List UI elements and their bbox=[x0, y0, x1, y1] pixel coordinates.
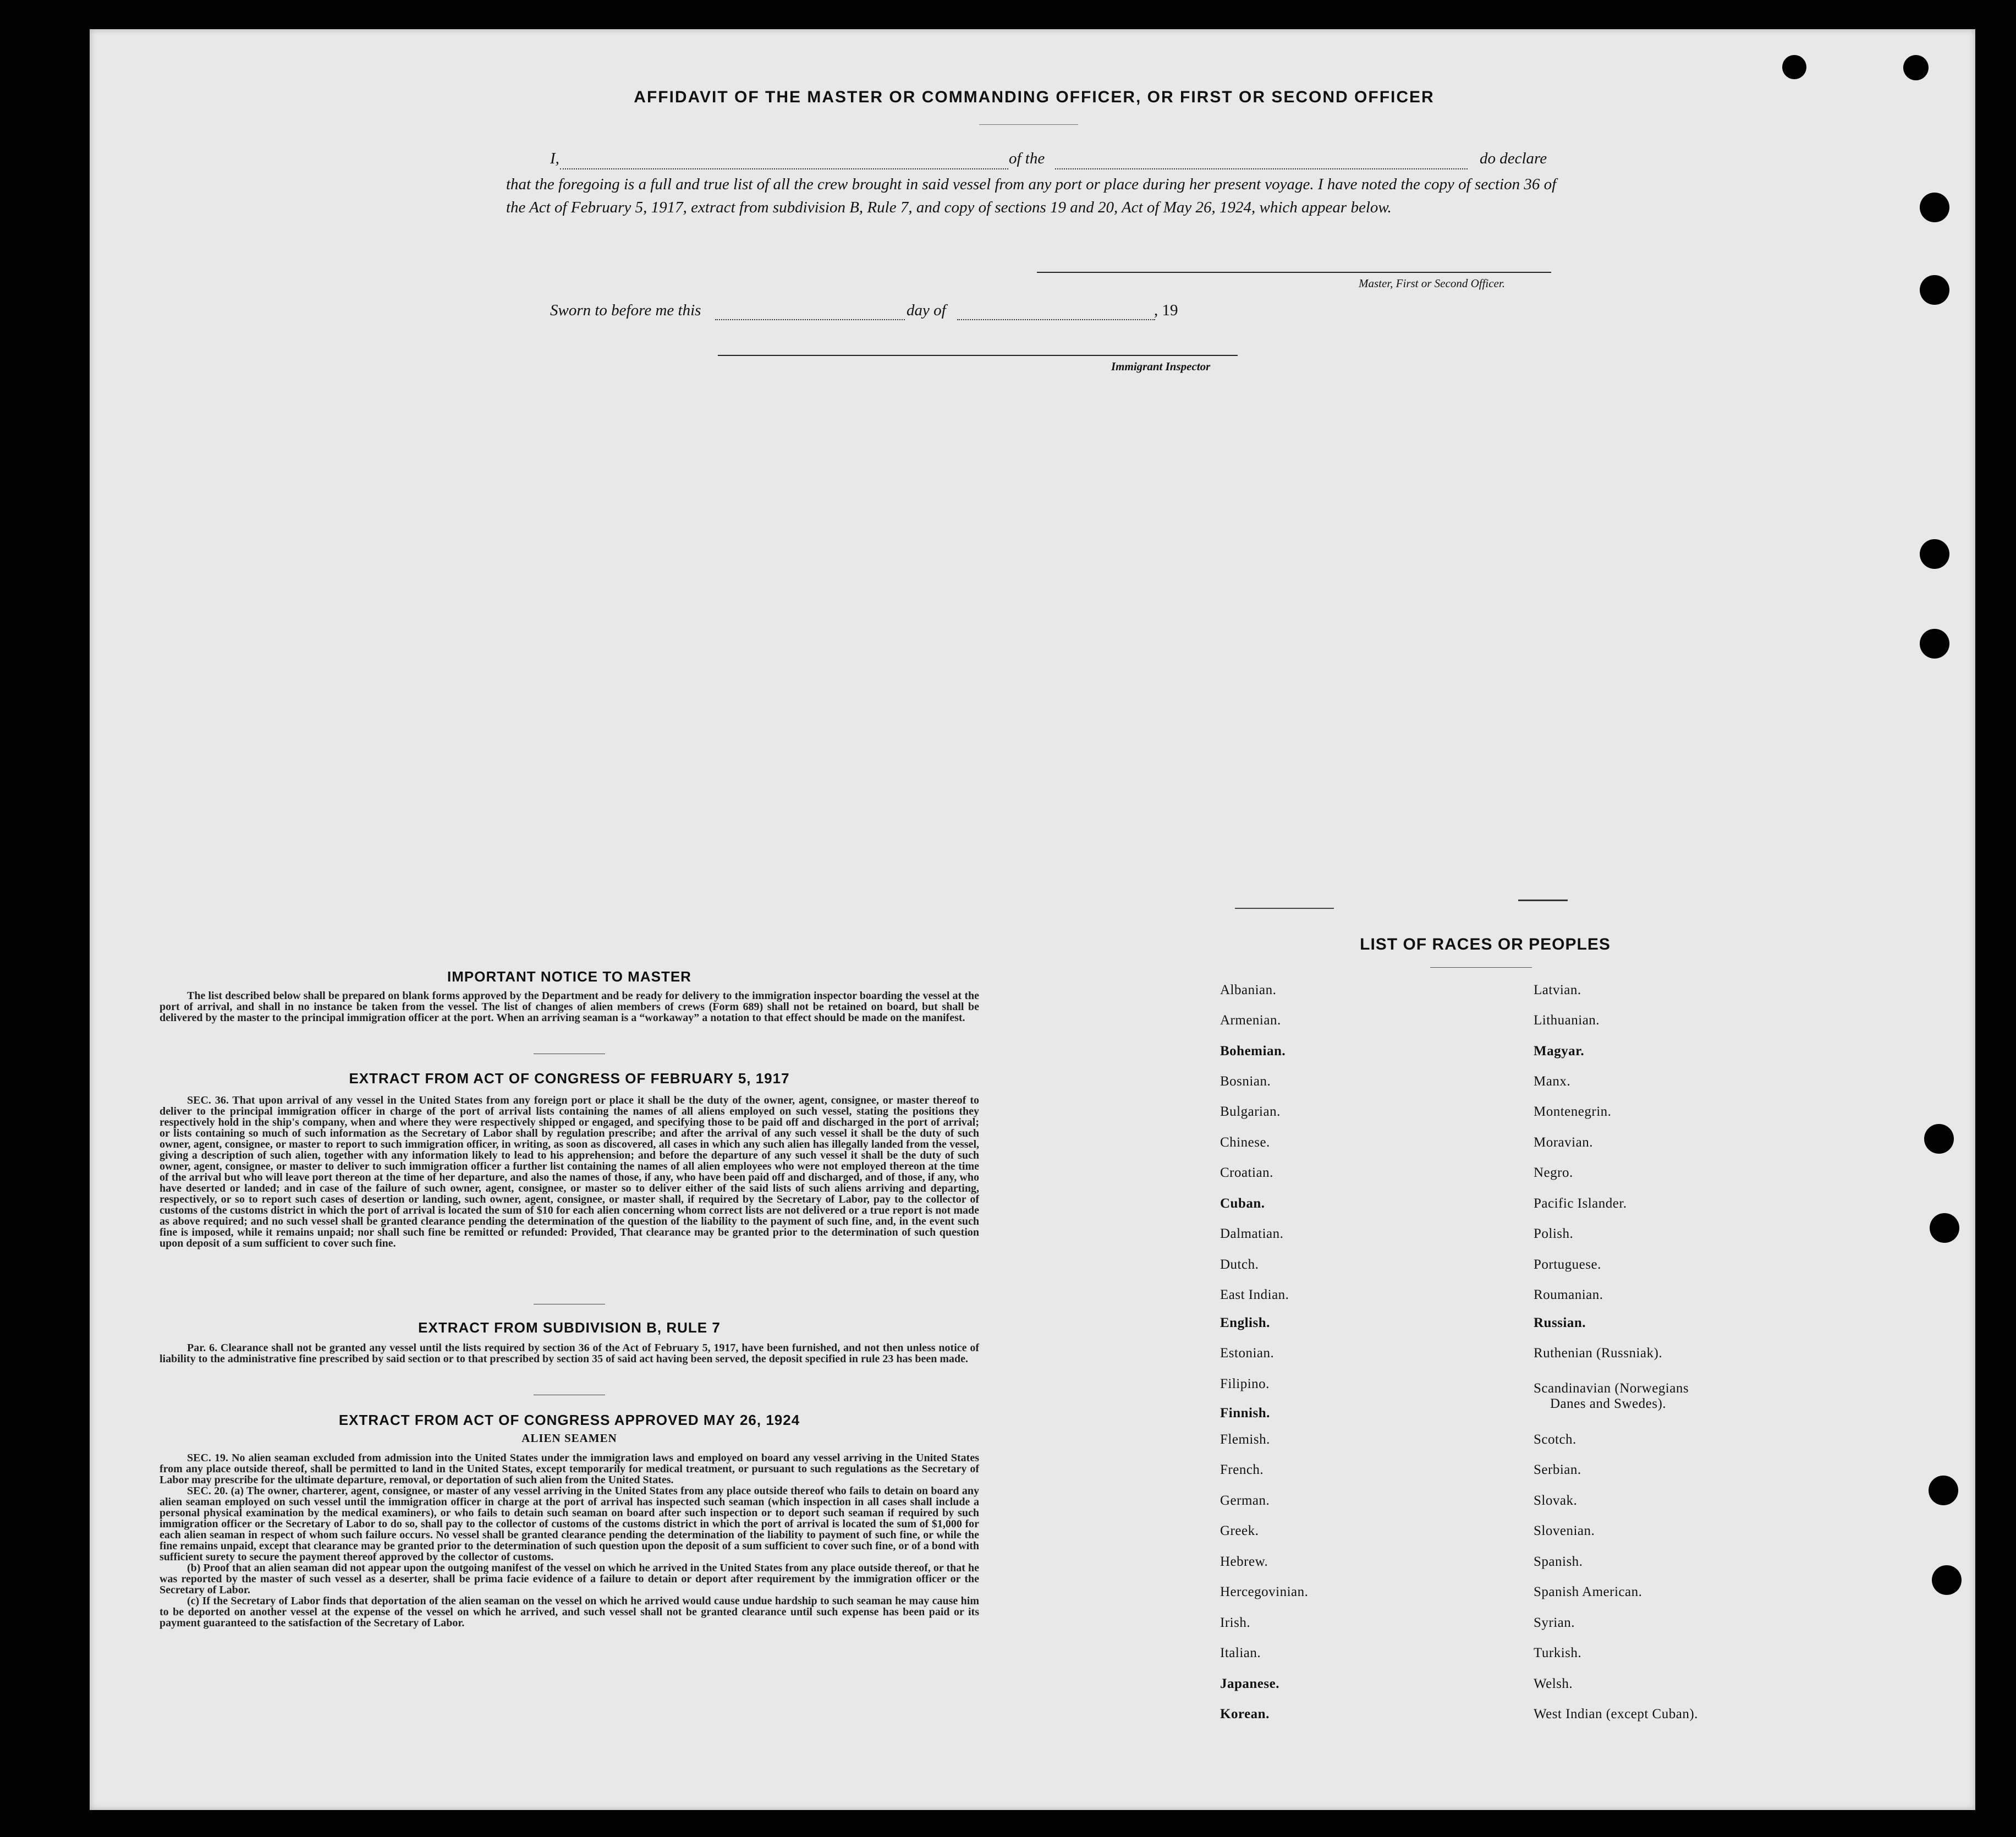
race-item: Roumanian. bbox=[1534, 1287, 1603, 1302]
race-item: Slovenian. bbox=[1534, 1523, 1595, 1538]
declaration-text: that the foregoing is a full and true list of all the crew brought in said vessel from any port or place during her present voyage. I have noted the copy of section 36 of the Act of February 5, 1917, extract from subdivision B, Rule 7, and copy of sections 19 and 20, Act of May 26, 1924, which appear below. bbox=[506, 176, 1557, 216]
race-item: Ruthenian (Russniak). bbox=[1534, 1346, 1663, 1361]
act-1924-body bbox=[160, 1452, 979, 1628]
race-item: Finnish. bbox=[1220, 1406, 1270, 1421]
punch-hole bbox=[1920, 193, 1949, 222]
race-item: Syrian. bbox=[1534, 1615, 1575, 1630]
punch-hole bbox=[1920, 539, 1949, 569]
race-item: Pacific Islander. bbox=[1534, 1196, 1627, 1211]
sworn-day-field[interactable] bbox=[715, 319, 905, 320]
race-item: Lithuanian. bbox=[1534, 1013, 1600, 1028]
declarant-prefix: I, bbox=[550, 150, 559, 167]
punch-hole bbox=[1903, 55, 1929, 80]
race-item: Bulgarian. bbox=[1220, 1104, 1281, 1119]
declaration-line bbox=[550, 150, 559, 168]
race-item: Hebrew. bbox=[1220, 1554, 1268, 1569]
race-item: Danes and Swedes). bbox=[1550, 1396, 1667, 1411]
punch-hole bbox=[1782, 55, 1806, 79]
race-item: Portuguese. bbox=[1534, 1257, 1601, 1272]
race-item: Japanese. bbox=[1220, 1676, 1279, 1691]
race-item: Croatian. bbox=[1220, 1165, 1273, 1180]
sworn-prefix: Sworn to before me this bbox=[550, 301, 701, 319]
race-item: Greek. bbox=[1220, 1523, 1259, 1538]
race-item: Latvian. bbox=[1534, 983, 1581, 997]
race-item: Albanian. bbox=[1220, 983, 1277, 997]
race-item: Irish. bbox=[1220, 1615, 1251, 1630]
races-title: LIST OF RACES OR PEOPLES bbox=[1360, 935, 1611, 953]
signature-line[interactable] bbox=[1037, 272, 1551, 273]
race-item: Montenegrin. bbox=[1534, 1104, 1612, 1119]
punch-hole bbox=[1920, 629, 1949, 659]
sec-20a: SEC. 20. (a) The owner, charterer, agent, consignee, or master of any vessel arriving in the United States from any place outside thereof who fails to detain on board any alien seaman employed on such vessel until the immigration officer in charge at the port of arrival has inspected such seaman (which inspection in all cases shall include a personal physical examination by the medical examiners), or who fails to detain such seaman on board after such inspection or to deport such seaman if required by such immigration officer or the Secretary of Labor to do so, shall pay to the collector of customs of the customs district in which the port of arrival is located the sum of $1,000 for each alien seaman in respect of whom such failure occurs. No vessel shall be granted clearance pending the determination of the liability to payment of such fine, or while the fine remains unpaid, except that clearance may be granted prior to the determination of such question upon the deposit of a sum sufficient to cover such fine, or of a bond with sufficient surety to secure the payment thereof approved by the collector of customs. bbox=[160, 1485, 979, 1563]
sworn-month-field[interactable] bbox=[957, 319, 1155, 320]
race-item: French. bbox=[1220, 1462, 1264, 1477]
race-item: Armenian. bbox=[1220, 1013, 1281, 1028]
race-item: Hercegovinian. bbox=[1220, 1584, 1309, 1599]
race-item: Estonian. bbox=[1220, 1346, 1275, 1361]
race-item: West Indian (except Cuban). bbox=[1534, 1707, 1698, 1721]
title-divider bbox=[979, 124, 1078, 125]
rule-7-title: EXTRACT FROM SUBDIVISION B, RULE 7 bbox=[418, 1319, 721, 1336]
race-item: Polish. bbox=[1534, 1226, 1574, 1241]
race-item: Dutch. bbox=[1220, 1257, 1259, 1272]
race-item: Spanish. bbox=[1534, 1554, 1583, 1569]
race-item: East Indian. bbox=[1220, 1287, 1289, 1302]
races-top-mark bbox=[1518, 900, 1568, 901]
races-title-divider bbox=[1430, 967, 1532, 968]
punch-hole bbox=[1930, 1213, 1959, 1243]
sec-20b: (b) Proof that an alien seaman did not appear upon the outgoing manifest of the vessel on which he arrived in the United States from any place outside thereof, or that he was reported by the master of such vessel as a deserter, shall be prima facie evidence of a failure to detain or deport after requirement by the immigration officer or the Secretary of Labor. bbox=[160, 1562, 979, 1596]
race-item: Dalmatian. bbox=[1220, 1226, 1284, 1241]
punch-hole bbox=[1932, 1565, 1962, 1595]
act-1924-title: EXTRACT FROM ACT OF CONGRESS APPROVED MAY 26, 1924 bbox=[338, 1412, 800, 1428]
race-item: Korean. bbox=[1220, 1707, 1270, 1721]
race-item: Scandinavian (Norwegians bbox=[1534, 1381, 1689, 1396]
notice-title: IMPORTANT NOTICE TO MASTER bbox=[447, 968, 691, 985]
inspector-signature-line[interactable] bbox=[718, 355, 1238, 356]
of-the-label: of the bbox=[1009, 150, 1045, 167]
race-item: Chinese. bbox=[1220, 1135, 1270, 1150]
race-item: Flemish. bbox=[1220, 1432, 1270, 1447]
do-declare-label: do declare bbox=[1480, 150, 1547, 167]
race-item: Italian. bbox=[1220, 1646, 1261, 1660]
race-item: Cuban. bbox=[1220, 1196, 1265, 1211]
race-item: Scotch. bbox=[1534, 1432, 1576, 1447]
punch-hole bbox=[1920, 275, 1949, 305]
race-item: Moravian. bbox=[1534, 1135, 1593, 1150]
race-item: English. bbox=[1220, 1315, 1270, 1330]
race-item: Serbian. bbox=[1534, 1462, 1581, 1477]
race-item: Slovak. bbox=[1534, 1493, 1578, 1508]
day-of-label: day of bbox=[907, 301, 946, 319]
race-item: Magyar. bbox=[1534, 1044, 1585, 1059]
sec-19: SEC. 19. No alien seaman excluded from admission into the United States under the immigration laws and employed on board any vessel arriving in the United States from any place outside thereof, shall be permitted to land in the United States, except temporarily for medical treatment, or pursuant to such regulations as the Secretary of Labor may prescribe for the ultimate departure, removal, or deportation of such alien from the United States. bbox=[160, 1452, 979, 1486]
races-top-mark bbox=[1235, 908, 1334, 909]
signature-label: Master, First or Second Officer. bbox=[1359, 277, 1505, 290]
affidavit-title: AFFIDAVIT OF THE MASTER OR COMMANDING OFFICER, OR FIRST OR SECOND OFFICER bbox=[634, 88, 1435, 106]
race-item: Bohemian. bbox=[1220, 1044, 1286, 1059]
sec-20c: (c) If the Secretary of Labor finds that deportation of the alien seaman on the vessel on which he arrived would cause undue hardship to such seaman he may cause him to be deported on another vessel at the expense of the vessel on which he arrived, and such vessel shall not be granted clearance until such expense has been paid or its payment guaranteed to the satisfaction of the Secretary of Labor. bbox=[160, 1595, 979, 1629]
act-1917-title: EXTRACT FROM ACT OF CONGRESS OF FEBRUARY 5, 1917 bbox=[349, 1070, 790, 1087]
sworn-year: , 19 bbox=[1154, 301, 1178, 319]
race-item: Russian. bbox=[1534, 1315, 1586, 1330]
race-item: Welsh. bbox=[1534, 1676, 1573, 1691]
act-1924-subtitle: ALIEN SEAMEN bbox=[521, 1432, 617, 1445]
notice-body: The list described below shall be prepared on blank forms approved by the Department and be ready for delivery to the immigration inspector boarding the vessel at the port of arrival, and shall in no instance be taken from the vessel. The list of changes of alien members of crews (Form 689) shall not be retained on board, but shall be delivered by the master to the principal immigration officer at the port. When an arriving seaman is a “workaway” a notation to that effect should be made on the manifest. bbox=[160, 990, 979, 1024]
race-item: Manx. bbox=[1534, 1074, 1571, 1089]
punch-hole bbox=[1924, 1124, 1954, 1154]
declarant-name-field[interactable] bbox=[560, 168, 1008, 169]
punch-hole bbox=[1929, 1476, 1958, 1505]
inspector-label: Immigrant Inspector bbox=[1111, 360, 1211, 373]
race-item: Turkish. bbox=[1534, 1646, 1582, 1660]
race-item: Spanish American. bbox=[1534, 1584, 1643, 1599]
rule-7-body: Par. 6. Clearance shall not be granted any vessel until the lists required by section 36 of the Act of February 5, 1917, have been furnished, and not then unless notice of liability to the administrative fine prescribed by said section or to that prescribed by section 35 of said act having been served, the deposit specified in rule 23 has been made. bbox=[160, 1342, 979, 1365]
race-item: Bosnian. bbox=[1220, 1074, 1271, 1089]
vessel-name-field[interactable] bbox=[1055, 168, 1468, 169]
race-item: Negro. bbox=[1534, 1165, 1573, 1180]
race-item: Filipino. bbox=[1220, 1377, 1270, 1391]
act-1917-body: SEC. 36. That upon arrival of any vessel in the United States from any foreign port or place it shall be the duty of the owner, agent, consignee, or master thereof to deliver to the principal immigration officer in charge of the port of arrival lists containing the names of all aliens employed on such vessel, stating the positions they respectively hold in the ship's company, when and where they were respectively shipped or engaged, and specifying those to be paid off and discharged in the port of arrival; or lists containing so much of such information as the Secretary of Labor shall by regulation prescribe; and after the arrival of any such vessel it shall be the duty of such owner, agent, consignee, or master to report to such immigration officer, in writing, as soon as discovered, all cases in which any such alien has illegally landed from the vessel, giving a description of such alien, together with any information likely to lead to his apprehension; and before the departure of any such vessel it shall be the duty of such owner, agent, consignee, or master to deliver to such immigration officer a further list containing the names of all alien employees who were not employed thereon at the time of the arrival but who will leave port thereon at the time of her departure, and also the names of those, if any, who have been paid off and discharged, and of those, if any, who have deserted or landed; and in case of the failure of such owner, agent, consignee, or master so to deliver either of the said lists of such aliens arriving and departing, respectively, or so to report such cases of desertion or landing, such owner, agent, consignee, or master shall, if required by the Secretary of Labor, pay to the collector of customs of the customs district in which the port of arrival is located the sum of $10 for each alien concerning whom correct lists are not delivered or a true report is not made as above required; and no such vessel shall be granted clearance pending the determination of the question of the liability to the payment of such fine, and, in the event such fine is imposed, while it remains unpaid; nor shall such fine be remitted or refunded: Provided, That clearance may be granted prior to the determination of such question upon deposit of a sum sufficient to cover such fine. bbox=[160, 1094, 979, 1249]
race-item: German. bbox=[1220, 1493, 1270, 1508]
